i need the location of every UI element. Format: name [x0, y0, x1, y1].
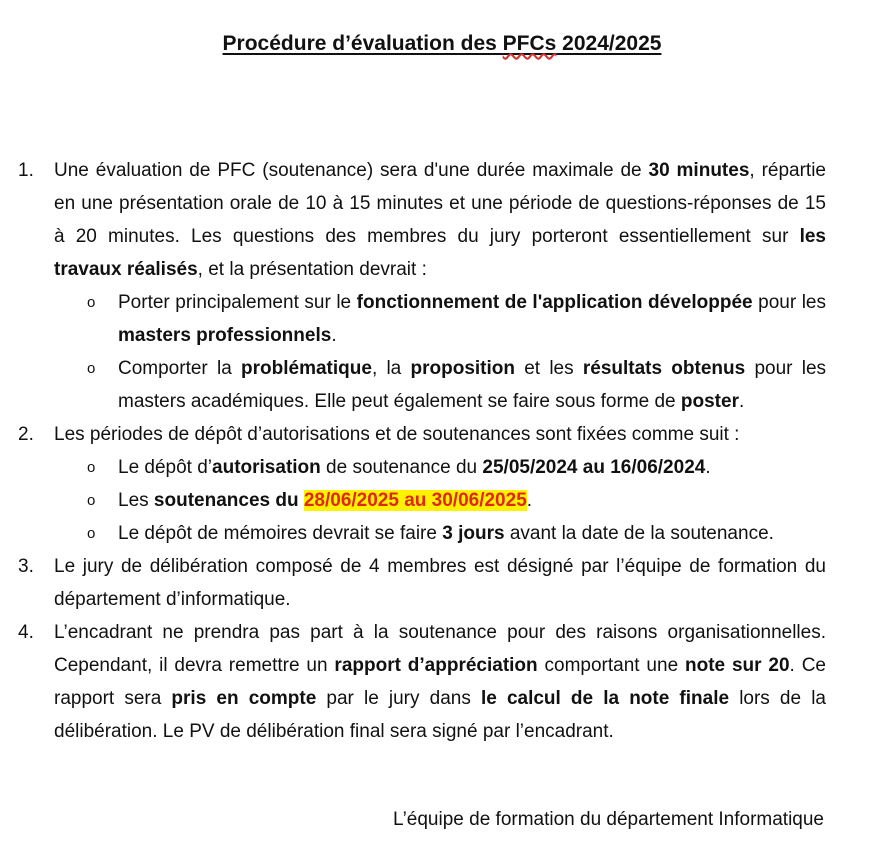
list-item-2: [18, 418, 826, 550]
list-item-4: [18, 616, 826, 748]
signature: L’équipe de formation du département Informatique: [393, 809, 824, 830]
bullet-icon: o: [87, 360, 96, 377]
sub-list: [54, 451, 826, 550]
text: par le jury dans: [316, 688, 481, 709]
text: de soutenance du: [320, 457, 483, 478]
sub-item: [54, 451, 826, 484]
bold-text: proposition: [410, 358, 515, 379]
text: pour les masters académiques. Elle peut également se faire sous forme de: [118, 358, 827, 412]
item-number: 1.: [18, 160, 34, 181]
text: et les: [514, 358, 583, 379]
text: avant la date de la soutenance.: [504, 523, 774, 544]
bold-text: 3 jours: [442, 523, 505, 544]
bold-text: autorisation: [212, 457, 321, 478]
bold-text: 30 minutes: [648, 160, 750, 181]
text: .: [705, 457, 711, 478]
bold-text: les travaux réalisés: [54, 226, 826, 280]
bold-text: pris en compte: [171, 688, 317, 709]
item-number: 4.: [18, 622, 34, 643]
bullet-icon: o: [87, 294, 96, 311]
list-item-1: [18, 154, 826, 418]
title-text-after: 2024/2025: [556, 32, 662, 55]
bold-text: le calcul de la note finale: [480, 688, 730, 709]
text: Le jury de délibération composé de 4 membres est désigné par l’équipe de formation du département d’informatique.: [54, 556, 826, 610]
text: .: [526, 490, 533, 511]
text: Porter principalement sur le: [118, 292, 357, 313]
text: .: [738, 391, 745, 412]
text: Le dépôt d’: [118, 457, 213, 478]
sub-list: [54, 286, 826, 418]
sub-item: [54, 517, 826, 550]
bold-text: soutenances du: [153, 490, 304, 511]
title-text-before: Procédure d’évaluation des: [222, 32, 503, 55]
title-text-pfcs: PFCs: [502, 32, 557, 55]
text: comportant une: [537, 655, 685, 676]
bold-text: problématique: [241, 358, 372, 379]
text: Les: [118, 490, 154, 511]
bullet-icon: o: [87, 459, 96, 476]
list-item-3: [18, 550, 826, 616]
bold-text: résultats obtenus: [582, 358, 746, 379]
highlighted-dates: 28/06/2025 au 30/06/2025: [303, 490, 527, 511]
text: L’encadrant ne prendra pas part à la soutenance pour des raisons organisationnelles. Cependant, il devra remettre un: [54, 622, 826, 676]
bold-text: note sur 20: [685, 655, 790, 676]
text: lors de la délibération. Le PV de délibération final sera signé par l’encadrant.: [54, 688, 826, 742]
text: Le dépôt de mémoires devrait se faire: [118, 523, 443, 544]
bold-text: 25/05/2024 au 16/06/2024: [482, 457, 706, 478]
document-body: [18, 154, 826, 748]
bullet-icon: o: [87, 492, 96, 509]
bold-text: rapport d’appréciation: [334, 655, 538, 676]
bold-text: poster: [680, 391, 739, 412]
item-number: 2.: [18, 424, 34, 445]
text: . Ce rapport sera: [54, 655, 826, 709]
sub-item: [54, 352, 826, 418]
page-title: [0, 30, 884, 58]
text: , et la présentation devrait :: [197, 259, 427, 280]
text: Une évaluation de PFC (soutenance) sera d'une durée maximale de: [54, 160, 649, 181]
text: , répartie en une présentation orale de 10 à 15 minutes et une période de questions-réponses de 15 à 20 minutes. Les questions des membres du jury porteront essentiellement sur: [54, 160, 827, 247]
item-number: 3.: [18, 556, 34, 577]
text: pour les: [752, 292, 826, 313]
numbered-list: [18, 154, 826, 748]
sub-item: [54, 484, 826, 517]
bold-text: fonctionnement de l'application développée: [356, 292, 753, 313]
text: , la: [371, 358, 411, 379]
text: Comporter la: [118, 358, 242, 379]
sub-item: [54, 286, 826, 352]
text: Les périodes de dépôt d’autorisations et de soutenances sont fixées comme suit :: [54, 424, 740, 445]
bullet-icon: o: [87, 525, 96, 542]
text: .: [331, 325, 337, 346]
bold-text: masters professionnels: [118, 325, 332, 346]
